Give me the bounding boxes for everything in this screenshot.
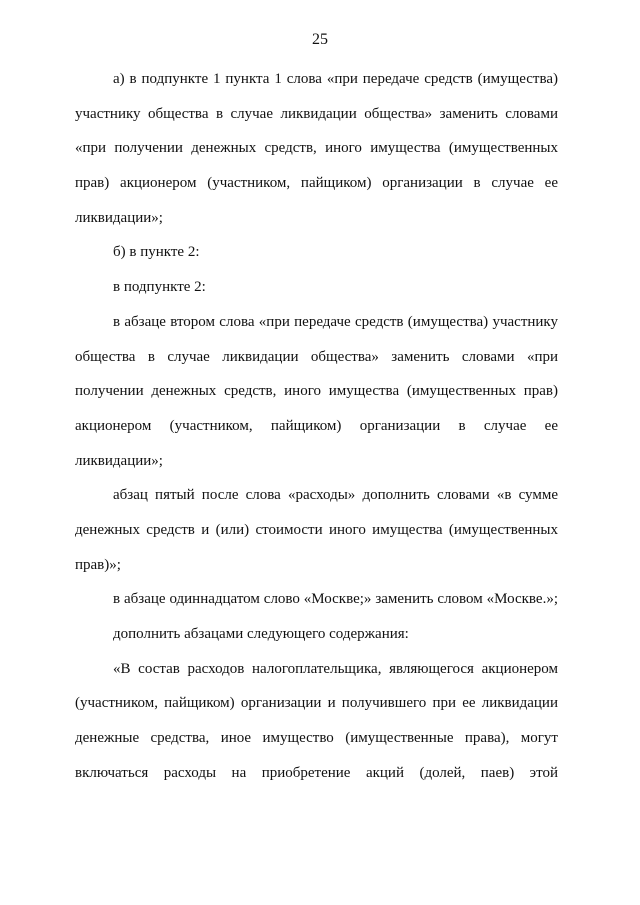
text-line: денежные средства, иное имущество (имущественные права), могут	[75, 730, 558, 747]
text-line: денежных средств и (или) стоимости иного имущества (имущественных	[75, 521, 558, 538]
text-line: «при получении денежных средств, иного имущества (имущественных	[75, 140, 558, 157]
text-line: получении денежных средств, иного имущества (имущественных прав)	[75, 383, 558, 400]
text-line: в абзаце втором слова «при передаче средств (имущества) участнику	[113, 313, 558, 330]
text-line: прав) акционером (участником, пайщиком) организации в случае ее	[75, 175, 558, 192]
text-line: акционером (участником, пайщиком) организации в случае ее	[75, 417, 558, 434]
text-line: а) в подпункте 1 пункта 1 слова «при передаче средств (имущества)	[113, 71, 558, 87]
text-line: б) в пункте 2:	[113, 244, 200, 261]
text-line: в абзаце одиннадцатом слово «Москве;» заменить словом «Москве.»;	[113, 591, 558, 608]
text-line: ликвидации»;	[75, 209, 163, 226]
text-line: в подпункте 2:	[113, 279, 206, 296]
text-line: абзац пятый после слова «расходы» дополнить словами «в сумме	[113, 487, 558, 504]
text-line: участнику общества в случае ликвидации общества» заменить словами	[75, 105, 558, 122]
text-line: включаться расходы на приобретение акций (долей, паев) этой	[75, 764, 558, 781]
text-line: «В состав расходов налогоплательщика, являющегося акционером	[113, 660, 558, 677]
page-number: 25	[312, 31, 328, 48]
text-line: прав)»;	[75, 556, 121, 573]
text-line: (участником, пайщиком) организации и получившего при ее ликвидации	[75, 695, 558, 712]
text-line: дополнить абзацами следующего содержания:	[113, 626, 409, 642]
document-body	[75, 62, 558, 790]
text-line: ликвидации»;	[75, 452, 163, 469]
text-line: общества в случае ликвидации общества» заменить словами «при	[75, 348, 558, 365]
